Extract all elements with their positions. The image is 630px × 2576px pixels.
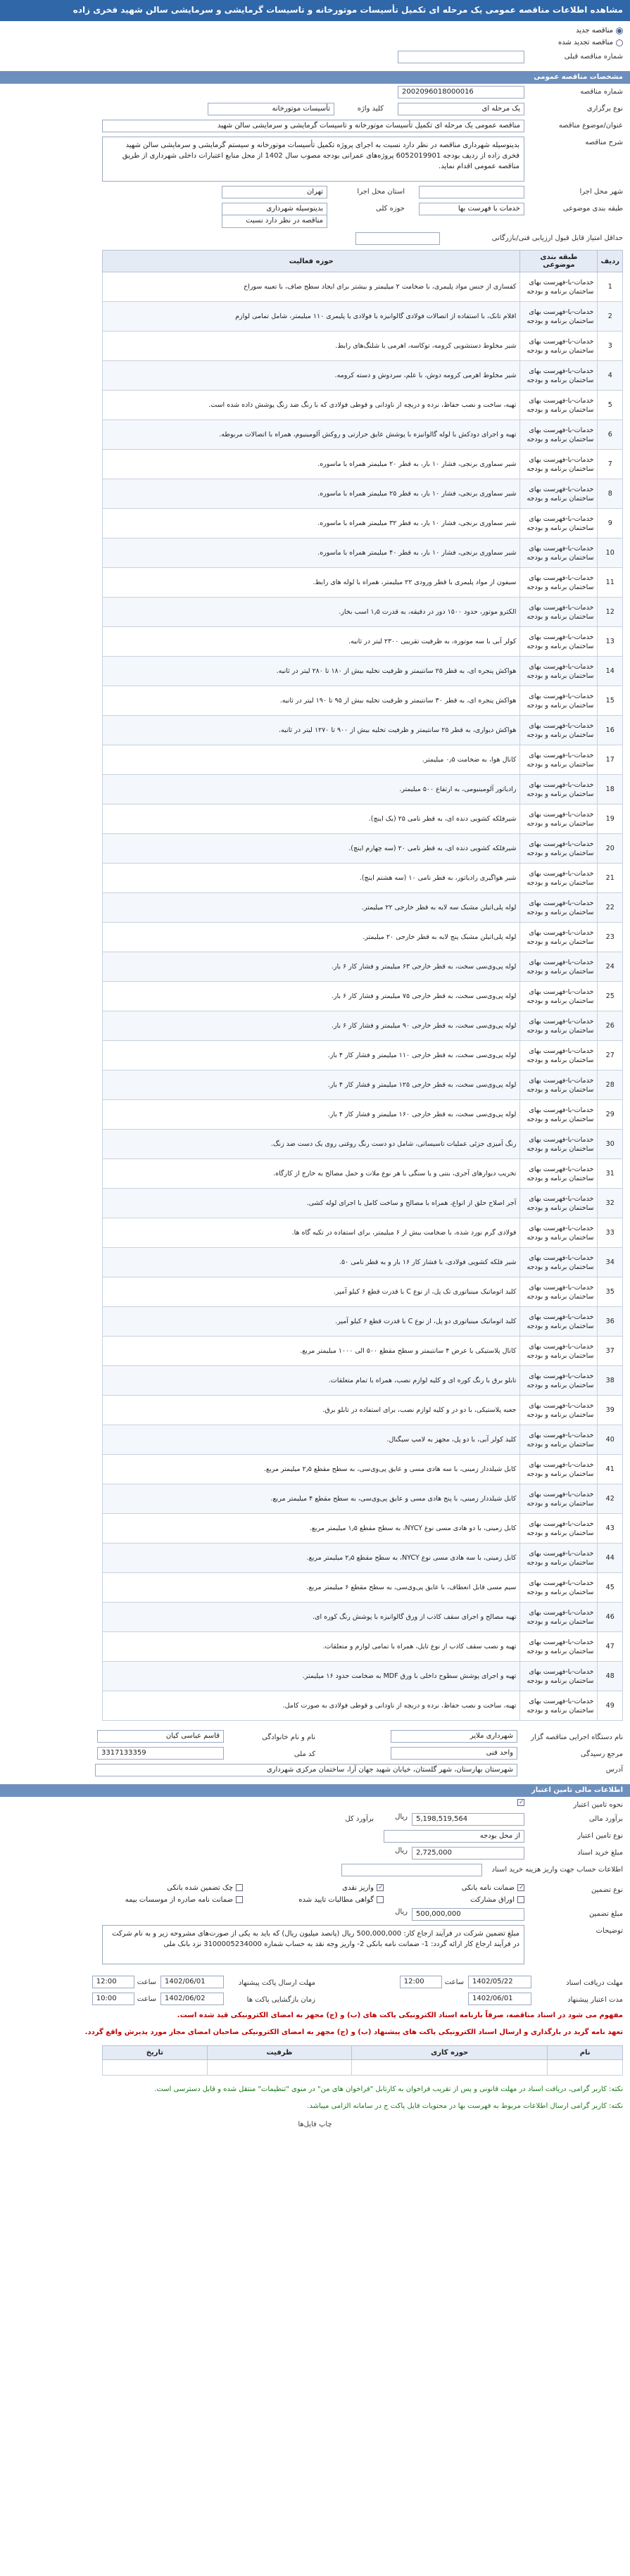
guarantee-option[interactable] bbox=[243, 1884, 384, 1892]
activity-category-cell: خدمات-با-فهرست بهای ساختمان برنامه و بودجه bbox=[520, 420, 598, 450]
activity-row-number: 27 bbox=[598, 1041, 623, 1071]
min-score-row: حداقل امتیاز قابل قبول ارزیابی فنی/بازرگانی bbox=[0, 230, 630, 247]
subject-field[interactable]: مناقصه عمومی یک مرحله ای تکمیل تأسیسات موتورخانه و تاسیسات گرمایشی و سرمایشی سالن شهید bbox=[102, 120, 524, 132]
table-row bbox=[103, 1307, 623, 1337]
activity-category-cell: خدمات-با-فهرست بهای ساختمان برنامه و بودجه bbox=[520, 1248, 598, 1277]
address-row: آدرس شهرستان بهارستان، شهر گلستان، خیابان شهید جهان آرا، ساختمان مرکزی شهرداری bbox=[0, 1762, 630, 1779]
checkbox[interactable] bbox=[517, 1896, 524, 1903]
previous-tender-label: شماره مناقصه قبلی bbox=[564, 53, 623, 61]
activity-area-cell: شیر مخلوط اهرمی کرومه دوش، با علم، سردوش و دسته کرومه. bbox=[103, 361, 520, 391]
receive-date-field[interactable]: 1402/06/01 bbox=[160, 1976, 224, 1988]
validity-date-field[interactable]: 1402/06/01 bbox=[468, 1993, 531, 2005]
green-note: نکته: کاربر گرامی، دریافت اسناد در مهلت قانونی و پس از تقریب فراخوان به کارتابل "فراخوان های من" در منوی "تنظیمات" منتقل شده و قابل دسترسی است. bbox=[154, 2085, 623, 2093]
activity-category-cell: خدمات-با-فهرست بهای ساختمان برنامه و بودجه bbox=[520, 923, 598, 952]
table-row bbox=[103, 1159, 623, 1189]
activity-area-cell: جعبه پلاستیکی، با دو در و کلیه لوازم نصب، برای استفاده در تابلو برق. bbox=[103, 1396, 520, 1425]
table-row bbox=[103, 952, 623, 982]
activity-area-cell: شیر سماوری برنجی، فشار ۱۰ بار، به قطر ۲۵ میلیمتر همراه با ماسوره. bbox=[103, 479, 520, 509]
guarantee-type-row: نوع تضمین ✓ضمانت نامه بانکی ✓واریز نقدی چک تضمین شده بانکی اوراق مشارکت گواهی مطالبات تایید شده ضمانت نامه صادره از موسسات بیمه bbox=[0, 1879, 630, 1906]
table-row bbox=[103, 745, 623, 775]
activity-area-cell: شیر هواگیری رادیاتور، به قطر نامی ۱۰ (سه هشتم اینچ). bbox=[103, 864, 520, 893]
activity-category-cell: خدمات-با-فهرست بهای ساختمان برنامه و بودجه bbox=[520, 479, 598, 509]
activity-area-cell: شیر سماوری برنجی، فشار ۱۰ بار، به قطر ۴۰ میلیمتر همراه با ماسوره. bbox=[103, 538, 520, 568]
currency-label: ریال bbox=[395, 1847, 408, 1855]
guarantee-option-label: چک تضمین شده بانکی bbox=[167, 1884, 233, 1892]
guarantee-option[interactable] bbox=[243, 1896, 384, 1904]
table-row bbox=[103, 1632, 623, 1662]
col-area-header: حوزه فعالیت bbox=[103, 251, 520, 272]
activity-area-cell: تابلو برق با رنگ کوره ای و کلیه لوازم نصب، همراه با تمام متعلقات. bbox=[103, 1366, 520, 1396]
activity-row-number: 13 bbox=[598, 627, 623, 657]
activity-area-cell: لوله پی‌وی‌سی سخت، به قطر خارجی ۱۲۵ میلیمتر و فشار کار ۴ بار. bbox=[103, 1071, 520, 1100]
table-row bbox=[103, 598, 623, 627]
activity-row-number: 41 bbox=[598, 1455, 623, 1484]
activity-category-cell: خدمات-با-فهرست بهای ساختمان برنامه و بودجه bbox=[520, 1218, 598, 1248]
activity-area-cell: تهیه مصالح و اجرای سقف کاذب از ورق گالوانیزه با پوشش رنگ کوره ای. bbox=[103, 1603, 520, 1632]
activity-category-cell: خدمات-با-فهرست بهای ساختمان برنامه و بودجه bbox=[520, 1277, 598, 1307]
activity-area-cell: هواکش پنجره ای، به قطر ۲۵ سانتیمتر و ظرفیت تخلیه بیش از ۱۸۰ تا ۲۸۰ لیتر در ثانیه. bbox=[103, 657, 520, 686]
holding-type-select[interactable]: یک مرحله ای bbox=[398, 103, 524, 115]
activity-row-number: 47 bbox=[598, 1632, 623, 1662]
table-row bbox=[103, 1189, 623, 1218]
print-link[interactable]: چاپ فایل‌ها bbox=[298, 2121, 332, 2128]
activity-row-number: 16 bbox=[598, 716, 623, 745]
guarantee-option-label: اوراق مشارکت bbox=[470, 1896, 515, 1904]
activity-area-cell: لوله پلی‌اتیلن مشبک سه لایه به قطر خارجی ۲۲ میلیمتر. bbox=[103, 893, 520, 923]
activity-row-number: 14 bbox=[598, 657, 623, 686]
activity-row-number: 26 bbox=[598, 1011, 623, 1041]
activity-row-number: 32 bbox=[598, 1189, 623, 1218]
activity-category-cell: خدمات-با-فهرست بهای ساختمان برنامه و بودجه bbox=[520, 1071, 598, 1100]
activity-row-number: 21 bbox=[598, 864, 623, 893]
table-row bbox=[103, 450, 623, 479]
guarantee-option-label: ضمانت نامه صادره از موسسات بیمه bbox=[125, 1896, 233, 1904]
activities-table bbox=[102, 250, 623, 1721]
activity-row-number: 24 bbox=[598, 952, 623, 982]
open-date-field[interactable]: 1402/06/02 bbox=[160, 1993, 224, 2005]
activity-category-cell: خدمات-با-فهرست بهای ساختمان برنامه و بودجه bbox=[520, 538, 598, 568]
activity-area-cell: اقلام تانک، با استفاده از اتصالات فولادی گالوانیزه یا فولادی یا پلیمری ۱۱۰ میلیمتر، شامل تمامی لوازم bbox=[103, 302, 520, 332]
activity-area-cell: رادیاتور آلومینیومی، به ارتفاع ۵۰۰ میلیمتر. bbox=[103, 775, 520, 804]
activity-category-cell: خدمات-با-فهرست بهای ساختمان برنامه و بودجه bbox=[520, 1603, 598, 1632]
activity-row-number: 18 bbox=[598, 775, 623, 804]
estimate-row: برآورد مالی 5,198,519,564 ریال برآورد کل bbox=[0, 1811, 630, 1828]
currency-label: ریال bbox=[395, 1813, 408, 1821]
activity-category-cell: خدمات-با-فهرست بهای ساختمان برنامه و بودجه bbox=[520, 893, 598, 923]
activity-area-cell: لوله پی‌وی‌سی سخت، به قطر خارجی ۱۶۰ میلیمتر و فشار کار ۴ بار. bbox=[103, 1100, 520, 1130]
activity-area-cell: هواکش پنجره ای، به قطر ۳۰ سانتیمتر و ظرفیت تخلیه بیش از ۹۵ تا ۱۹۰ لیتر در ثانیه. bbox=[103, 686, 520, 716]
activity-area-cell: کلید کولر آبی، با دو پل، مجهز به لامپ سیگنال. bbox=[103, 1425, 520, 1455]
checkbox[interactable] bbox=[377, 1896, 384, 1903]
activity-area-cell: کانال پلاستیکی با عرض ۴ سانتیمتر و سطح مقطع ۵۰۰ الی ۱۰۰۰ میلیمتر مربع. bbox=[103, 1337, 520, 1366]
activity-row-number: 20 bbox=[598, 834, 623, 864]
table-row bbox=[103, 420, 623, 450]
tender-status bbox=[0, 21, 630, 37]
activity-category-cell: خدمات-با-فهرست بهای ساختمان برنامه و بودجه bbox=[520, 1337, 598, 1366]
open-time-field[interactable]: 10:00 bbox=[92, 1993, 134, 2005]
activity-row-number: 25 bbox=[598, 982, 623, 1011]
checkbox[interactable] bbox=[236, 1884, 243, 1891]
budget-checkbox[interactable] bbox=[517, 1799, 524, 1806]
activity-category-cell: خدمات-با-فهرست بهای ساختمان برنامه و بودجه bbox=[520, 1573, 598, 1603]
national-id-field[interactable]: 3317133359 bbox=[97, 1747, 224, 1760]
activity-area-cell: کابل زمینی، با سه هادی مسی نوع NYCY، به سطح مقطع ۲٫۵ میلیمتر مربع. bbox=[103, 1543, 520, 1573]
activity-category-cell: خدمات-با-فهرست بهای ساختمان برنامه و بودجه bbox=[520, 272, 598, 302]
activity-area-cell: الکترو موتور، حدود ۱۵۰۰ دور در دقیقه، به قدرت ۱٫۵ اسب بخار. bbox=[103, 598, 520, 627]
activity-category-cell: خدمات-با-فهرست بهای ساختمان برنامه و بودجه bbox=[520, 686, 598, 716]
table-row bbox=[103, 1277, 623, 1307]
table-row bbox=[103, 834, 623, 864]
unit-field[interactable]: واحد فنی bbox=[391, 1747, 517, 1760]
table-row bbox=[103, 538, 623, 568]
activity-area-cell: کلید اتوماتیک مینیاتوری تک پل، از نوع C با قدرت قطع ۶ کیلو آمپر. bbox=[103, 1277, 520, 1307]
radio-dot bbox=[616, 39, 623, 46]
table-row bbox=[103, 1041, 623, 1071]
activities-header-row bbox=[103, 251, 623, 272]
organizer-row-1: نام دستگاه اجرایی مناقصه گزار شهرداری ملایر نام و نام خانوادگی قاسم عباسی کیان bbox=[0, 1728, 630, 1745]
activity-row-number: 22 bbox=[598, 893, 623, 923]
area-item[interactable]: بدینوسیله شهرداری bbox=[222, 203, 327, 215]
activity-area-cell: شیر فلکه کشویی فولادی، با فشار کار ۱۶ بار و به قطر نامی ۵۰. bbox=[103, 1248, 520, 1277]
bank-field[interactable] bbox=[341, 1864, 482, 1876]
notice-text: مفهوم می شود در اسناد مناقصه، صرفاً بارنامه اسناد الکترونیکی پاکت های (ب) و (ج) مجهز به امضای الکترونیکی قید شده است. bbox=[177, 2012, 623, 2019]
dates-row-1: مهلت دریافت اسناد 1402/05/22 ساعت 12:00 مهلت ارسال پاکت پیشنهاد 1402/06/01 ساعت 12:00 bbox=[0, 1974, 630, 1990]
activity-row-number: 46 bbox=[598, 1603, 623, 1632]
table-row bbox=[103, 1455, 623, 1484]
activity-area-cell: هواکش دیواری، به قطر ۲۵ سانتیمتر و ظرفیت تخلیه بیش از ۹۰۰ تا ۱۲۷۰ لیتر در ثانیه. bbox=[103, 716, 520, 745]
description-row: شرح مناقصه بدینوسیله شهرداری مناقصه در نظر دارد نسبت به اجرای پروژه تکمیل تأسیسات موتورخانه و سیستم گرمایشی و سرمایشی سالن شهید فخری زاده از ردیف بودجه 6052019901 پروژه‌های عمرانی بودجه مصوب سال 1402 از محل منابع اعتبارات داخلی شهرداری از طریق مناقصه عمومی اقدام نماید. bbox=[0, 134, 630, 184]
activity-category-cell: خدمات-با-فهرست بهای ساختمان برنامه و بودجه bbox=[520, 1455, 598, 1484]
guarantee-amount-row: مبلغ تضمین 500,000,000 ریال bbox=[0, 1906, 630, 1923]
activity-area-cell: تهیه و اجرای پوشش سطوح داخلی با ورق MDF به ضخامت حدود ۱۶ میلیمتر. bbox=[103, 1662, 520, 1691]
table-row bbox=[103, 479, 623, 509]
holding-type-row: نوع برگزاری یک مرحله ای کلید واژه تأسیسات موتورخانه bbox=[0, 101, 630, 118]
bank-row: اطلاعات حساب جهت واریز هزینه خرید اسناد bbox=[0, 1862, 630, 1879]
description-field[interactable]: بدینوسیله شهرداری مناقصه در نظر دارد نسبت به اجرای پروژه تکمیل تأسیسات موتورخانه و سیستم گرمایشی و سرمایشی سالن شهید فخری زاده از ردیف بودجه 6052019901 پروژه‌های عمرانی بودجه مصوب سال 1402 از محل منابع اعتبارات داخلی شهرداری از طریق مناقصه عمومی اقدام نماید. bbox=[102, 137, 524, 182]
guarantee-option-label: ضمانت نامه بانکی bbox=[461, 1884, 515, 1892]
table-row bbox=[103, 1337, 623, 1366]
table-row bbox=[103, 775, 623, 804]
activity-category-cell: خدمات-با-فهرست بهای ساختمان برنامه و بودجه bbox=[520, 361, 598, 391]
guarantee-desc-field[interactable]: مبلغ تضمین شرکت در فرآیند ارجاع کار: 500,000,000 ریال (پانصد میلیون ریال) که باید به یکی از صورت‌های مشروحه زیر و به نام شرکت در فرآیند ارجاع کار ارائه گردد: 1- ضمانت نامه بانکی 2- واریز وجه نقد به حساب شماره 3100005234000 نزد بانک ملی bbox=[102, 1925, 524, 1964]
activity-category-cell: خدمات-با-فهرست بهای ساختمان برنامه و بودجه bbox=[520, 1130, 598, 1159]
activity-row-number: 40 bbox=[598, 1425, 623, 1455]
activity-category-cell: خدمات-با-فهرست بهای ساختمان برنامه و بودجه bbox=[520, 1543, 598, 1573]
table-row bbox=[103, 1484, 623, 1514]
table-row bbox=[103, 509, 623, 538]
table-row bbox=[103, 893, 623, 923]
activity-category-cell: خدمات-با-فهرست بهای ساختمان برنامه و بودجه bbox=[520, 1307, 598, 1337]
activity-category-cell: خدمات-با-فهرست بهای ساختمان برنامه و بودجه bbox=[520, 804, 598, 834]
table-row bbox=[103, 1100, 623, 1130]
table-row bbox=[103, 686, 623, 716]
activity-row-number: 23 bbox=[598, 923, 623, 952]
activity-area-cell: کابل زمینی، با دو هادی مسی نوع NYCY، به سطح مقطع ۱٫۵ میلیمتر مربع. bbox=[103, 1514, 520, 1543]
activity-row-number: 3 bbox=[598, 332, 623, 361]
budget-note-row: نحوه تامین اعتبار ✓ bbox=[0, 1797, 630, 1811]
table-row bbox=[103, 272, 623, 302]
activity-row-number: 35 bbox=[598, 1277, 623, 1307]
fund-source-field[interactable]: از محل بودجه bbox=[384, 1830, 524, 1843]
activity-category-cell: خدمات-با-فهرست بهای ساختمان برنامه و بودجه bbox=[520, 302, 598, 332]
activity-row-number: 34 bbox=[598, 1248, 623, 1277]
guarantee-desc-row: توضیحات مبلغ تضمین شرکت در فرآیند ارجاع کار: 500,000,000 ریال (پانصد میلیون ریال) که باید به یکی از صورت‌های مشروحه زیر و به نام شرکت در فرآیند ارجاع کار ارائه گردد: 1- ضمانت نامه بانکی 2- واریز وجه نقد به حساب شماره 3100005234000 نزد بانک ملی bbox=[0, 1923, 630, 1966]
area-list bbox=[222, 203, 327, 228]
activity-category-cell: خدمات-با-فهرست بهای ساختمان برنامه و بودجه bbox=[520, 450, 598, 479]
activity-category-cell: خدمات-با-فهرست بهای ساختمان برنامه و بودجه bbox=[520, 1425, 598, 1455]
activity-row-number: 10 bbox=[598, 538, 623, 568]
activity-row-number: 4 bbox=[598, 361, 623, 391]
activity-row-number: 33 bbox=[598, 1218, 623, 1248]
activity-row-number: 17 bbox=[598, 745, 623, 775]
activity-row-number: 37 bbox=[598, 1337, 623, 1366]
activity-area-cell: کابل شیلددار زمینی، با پنج هادی مسی و عایق پی‌وی‌سی، به سطح مقطع ۴ میلیمتر مربع. bbox=[103, 1484, 520, 1514]
activity-category-cell: خدمات-با-فهرست بهای ساختمان برنامه و بودجه bbox=[520, 568, 598, 598]
activity-area-cell: لوله پی‌وی‌سی سخت، به قطر خارجی ۶۳ میلیمتر و فشار کار ۶ بار. bbox=[103, 952, 520, 982]
guarantee-option-label: گواهی مطالبات تایید شده bbox=[298, 1896, 374, 1904]
activity-category-cell: خدمات-با-فهرست بهای ساختمان برنامه و بودجه bbox=[520, 1691, 598, 1721]
table-row bbox=[103, 1573, 623, 1603]
checkbox[interactable] bbox=[517, 1884, 524, 1891]
category-field[interactable]: خدمات با فهرست بها bbox=[419, 203, 524, 215]
tender-status-renewed bbox=[0, 37, 630, 49]
table-row bbox=[103, 657, 623, 686]
activity-category-cell: خدمات-با-فهرست بهای ساختمان برنامه و بودجه bbox=[520, 775, 598, 804]
table-row bbox=[103, 1130, 623, 1159]
guarantee-amount-field[interactable]: 500,000,000 bbox=[412, 1908, 524, 1921]
province-field[interactable]: تهران bbox=[222, 186, 327, 198]
activity-category-cell: خدمات-با-فهرست بهای ساختمان برنامه و بودجه bbox=[520, 1041, 598, 1071]
activity-area-cell: شیر سماوری برنجی، فشار ۱۰ بار، به قطر ۲۰ میلیمتر همراه با ماسوره. bbox=[103, 450, 520, 479]
activity-category-cell: خدمات-با-فهرست بهای ساختمان برنامه و بودجه bbox=[520, 1011, 598, 1041]
activity-area-cell: کابل شیلددار زمینی، با سه هادی مسی و عایق پی‌وی‌سی، به سطح مقطع ۲٫۵ میلیمتر مربع. bbox=[103, 1455, 520, 1484]
estimate-field[interactable]: 5,198,519,564 bbox=[412, 1813, 524, 1826]
activity-category-cell: خدمات-با-فهرست بهای ساختمان برنامه و بودجه bbox=[520, 952, 598, 982]
table-row bbox=[103, 391, 623, 420]
activity-row-number: 30 bbox=[598, 1130, 623, 1159]
activity-area-cell: شیرفلکه کشویی دنده ای، به قطر نامی ۲۵ (یک اینچ). bbox=[103, 804, 520, 834]
activity-area-cell: تهیه، ساخت و نصب حفاظ، نرده و دریچه از ناودانی و قوطی فولادی به صورت کامل. bbox=[103, 1691, 520, 1721]
new-tender-radio[interactable]: مناقصه جدید bbox=[576, 27, 623, 34]
activity-row-number: 38 bbox=[598, 1366, 623, 1396]
activity-area-cell: لوله پلی‌اتیلن مشبک پنج لایه به قطر خارجی ۲۰ میلیمتر. bbox=[103, 923, 520, 952]
activity-category-cell: خدمات-با-فهرست بهای ساختمان برنامه و بودجه bbox=[520, 598, 598, 627]
tender-number-row: شماره مناقصه 2002096018000016 bbox=[0, 84, 630, 101]
area-item[interactable]: مناقصه در نظر دارد نسبت bbox=[222, 215, 327, 228]
activity-category-cell: خدمات-با-فهرست بهای ساختمان برنامه و بودجه bbox=[520, 391, 598, 420]
table-row bbox=[103, 1396, 623, 1425]
table-row bbox=[103, 982, 623, 1011]
table-row bbox=[103, 1543, 623, 1573]
activity-category-cell: خدمات-با-فهرست بهای ساختمان برنامه و بودجه bbox=[520, 332, 598, 361]
previous-tender-field[interactable] bbox=[398, 51, 524, 63]
guarantee-option-label: واریز نقدی bbox=[342, 1884, 374, 1892]
min-score-field[interactable] bbox=[355, 232, 440, 245]
activity-category-cell: خدمات-با-فهرست بهای ساختمان برنامه و بودجه bbox=[520, 657, 598, 686]
page-title: مشاهده اطلاعات مناقصه عمومی یک مرحله ای تکمیل تأسیسات موتورخانه و تاسیسات گرمایشی و سرمایشی سالن شهید فخری زاده bbox=[0, 0, 630, 21]
table-row bbox=[103, 1248, 623, 1277]
activity-category-cell: خدمات-با-فهرست بهای ساختمان برنامه و بودجه bbox=[520, 1100, 598, 1130]
table-row bbox=[103, 716, 623, 745]
city-field[interactable] bbox=[419, 186, 524, 198]
activity-category-cell: خدمات-با-فهرست بهای ساختمان برنامه و بودجه bbox=[520, 1189, 598, 1218]
financial-section-header: اطلاعات مالی تامین اعتبار bbox=[0, 1784, 630, 1797]
activity-row-number: 12 bbox=[598, 598, 623, 627]
activity-area-cell: تهیه و اجرای دودکش با لوله گالوانیزه با پوشش عایق حرارتی و روکش آلومینیوم، همراه با اتصالات مربوطه. bbox=[103, 420, 520, 450]
activity-row-number: 5 bbox=[598, 391, 623, 420]
activity-row-number: 11 bbox=[598, 568, 623, 598]
activity-row-number: 39 bbox=[598, 1396, 623, 1425]
activity-row-number: 15 bbox=[598, 686, 623, 716]
activity-category-cell: خدمات-با-فهرست بهای ساختمان برنامه و بودجه bbox=[520, 509, 598, 538]
table-row bbox=[103, 1011, 623, 1041]
col-row-header: ردیف bbox=[598, 251, 623, 272]
activity-row-number: 44 bbox=[598, 1543, 623, 1573]
table-row bbox=[103, 2060, 623, 2076]
activity-area-cell: تهیه و نصب سقف کاذب از نوع تایل، همراه با تمامی لوازم و متعلقات. bbox=[103, 1632, 520, 1662]
activity-row-number: 6 bbox=[598, 420, 623, 450]
activity-category-cell: خدمات-با-فهرست بهای ساختمان برنامه و بودجه bbox=[520, 864, 598, 893]
activity-row-number: 7 bbox=[598, 450, 623, 479]
activity-row-number: 36 bbox=[598, 1307, 623, 1337]
currency-label: ریال bbox=[395, 1908, 408, 1916]
activity-row-number: 29 bbox=[598, 1100, 623, 1130]
activity-area-cell: کفسازی از جنس مواد پلیمری، با ضخامت ۲ میلیمتر و بیشتر برای ایجاد سطح صاف، با تعبیه سوراخ bbox=[103, 272, 520, 302]
province-row: شهر محل اجرا استان محل اجرا تهران bbox=[0, 184, 630, 201]
activity-area-cell: شیرفلکه کشویی دنده ای، به قطر نامی ۲۰ (سه چهارم اینچ). bbox=[103, 834, 520, 864]
activity-row-number: 49 bbox=[598, 1691, 623, 1721]
activity-area-cell: شیر سماوری برنجی، فشار ۱۰ بار، به قطر ۳۲ میلیمتر همراه با ماسوره. bbox=[103, 509, 520, 538]
activity-category-cell: خدمات-با-فهرست بهای ساختمان برنامه و بودجه bbox=[520, 1484, 598, 1514]
activity-area-cell: آجر اصلاح حلق از انواع، همراه با مصالح و ساخت کامل با اجرای لوله کشی. bbox=[103, 1189, 520, 1218]
category-row: طبقه بندی موضوعی خدمات با فهرست بها حوزه کلی بدینوسیله شهرداری مناقصه در نظر دارد نسبت bbox=[0, 201, 630, 230]
activity-area-cell: کولر آبی با سه موتوره، به ظرفیت تقریبی ۲۳۰۰ لیتر در ثانیه. bbox=[103, 627, 520, 657]
dates-row-2: مدت اعتبار پیشنهاد 1402/06/01 زمان بازگشایی پاکت ها 1402/06/02 ساعت 10:00 bbox=[0, 1990, 630, 2007]
activity-row-number: 2 bbox=[598, 302, 623, 332]
table-row bbox=[103, 1691, 623, 1721]
doc-price-field[interactable]: 2,725,000 bbox=[412, 1847, 524, 1860]
activity-area-cell: کلید اتوماتیک مینیاتوری دو پل، از نوع C با قدرت قطع ۶ کیلو آمپر. bbox=[103, 1307, 520, 1337]
activity-area-cell: تهیه، ساخت و نصب حفاظ، نرده و دریچه از ناودانی و قوطی فولادی که با رنگ ضد زنگ پوشش داده شده است. bbox=[103, 391, 520, 420]
activity-row-number: 42 bbox=[598, 1484, 623, 1514]
activity-category-cell: خدمات-با-فهرست بهای ساختمان برنامه و بودجه bbox=[520, 982, 598, 1011]
activity-area-cell: لوله پی‌وی‌سی سخت، به قطر خارجی ۷۵ میلیمتر و فشار کار ۶ بار. bbox=[103, 982, 520, 1011]
general-section-header: مشخصات مناقصه عمومی bbox=[0, 71, 630, 84]
receive-time-field[interactable]: 12:00 bbox=[92, 1976, 134, 1988]
activity-area-cell: رنگ آمیزی جزئی عملیات تاسیساتی، شامل دو دست رنگ روغنی روی یک دست ضد زنگ. bbox=[103, 1130, 520, 1159]
table-row bbox=[103, 1662, 623, 1691]
activity-category-cell: خدمات-با-فهرست بهای ساختمان برنامه و بودجه bbox=[520, 745, 598, 775]
tender-number-field[interactable]: 2002096018000016 bbox=[398, 86, 524, 99]
table-row bbox=[103, 302, 623, 332]
guarantee-option[interactable] bbox=[102, 1884, 243, 1892]
activity-row-number: 9 bbox=[598, 509, 623, 538]
activity-area-cell: لوله پی‌وی‌سی سخت، به قطر خارجی ۹۰ میلیمتر و فشار کار ۶ بار. bbox=[103, 1011, 520, 1041]
table-row bbox=[103, 361, 623, 391]
activity-category-cell: خدمات-با-فهرست بهای ساختمان برنامه و بودجه bbox=[520, 716, 598, 745]
activity-category-cell: خدمات-با-فهرست بهای ساختمان برنامه و بودجه bbox=[520, 1632, 598, 1662]
activity-category-cell: خدمات-با-فهرست بهای ساختمان برنامه و بودجه bbox=[520, 1514, 598, 1543]
checkbox[interactable] bbox=[236, 1896, 243, 1903]
guarantee-option[interactable] bbox=[102, 1896, 243, 1904]
table-row bbox=[103, 1425, 623, 1455]
green-note: نکته: کاربر گرامی ارسال اطلاعات مربوط به فهرست بها در محتویات فایل پاکت ج در سامانه الزامی میباشد. bbox=[307, 2102, 623, 2110]
notes-table: نام حوزه کاری ظرفیت تاریخ bbox=[102, 2045, 623, 2076]
activity-area-cell: کانال هوا، به ضخامت ۰٫۵ میلیمتر. bbox=[103, 745, 520, 775]
publish-time-field[interactable]: 12:00 bbox=[400, 1976, 442, 1988]
activity-category-cell: خدمات-با-فهرست بهای ساختمان برنامه و بودجه bbox=[520, 834, 598, 864]
col-category-header: طبقه بندی موضوعی bbox=[520, 251, 598, 272]
activity-row-number: 19 bbox=[598, 804, 623, 834]
activity-category-cell: خدمات-با-فهرست بهای ساختمان برنامه و بودجه bbox=[520, 627, 598, 657]
organizer-row-2: مرجع رسیدگی واحد فنی کد ملی 3317133359 bbox=[0, 1745, 630, 1762]
doc-price-row: مبلغ خرید اسناد 2,725,000 ریال bbox=[0, 1845, 630, 1862]
activity-category-cell: خدمات-با-فهرست بهای ساختمان برنامه و بودجه bbox=[520, 1159, 598, 1189]
notice-text: تعهد نامه گزید در بارگذاری و ارسال اسناد الکترونیکی پاکت های پیشنهاد (ب) و (ج) مجهز به امضای الکترونیکی صاحبان امضای مجاز مورد پذیرش واقع گردد. bbox=[84, 2028, 623, 2036]
table-row bbox=[103, 1514, 623, 1543]
publish-date-field[interactable]: 1402/05/22 bbox=[468, 1976, 531, 1988]
activity-row-number: 1 bbox=[598, 272, 623, 302]
org-name-field[interactable]: شهرداری ملایر bbox=[391, 1730, 517, 1743]
activity-row-number: 28 bbox=[598, 1071, 623, 1100]
guarantee-option[interactable] bbox=[384, 1884, 524, 1892]
activity-row-number: 48 bbox=[598, 1662, 623, 1691]
keyword-field[interactable]: تأسیسات موتورخانه bbox=[208, 103, 334, 115]
activity-row-number: 43 bbox=[598, 1514, 623, 1543]
activity-area-cell: شیر مخلوط دستشویی کرومه، توکاسه، اهرمی با شلنگ‌های رابط. bbox=[103, 332, 520, 361]
activity-category-cell: خدمات-با-فهرست بهای ساختمان برنامه و بودجه bbox=[520, 1396, 598, 1425]
table-row bbox=[103, 1366, 623, 1396]
table-row bbox=[103, 627, 623, 657]
table-row bbox=[103, 864, 623, 893]
fund-source-row: نوع تامین اعتبار از محل بودجه bbox=[0, 1828, 630, 1845]
activity-row-number: 31 bbox=[598, 1159, 623, 1189]
table-row bbox=[103, 568, 623, 598]
subject-row: عنوان/موضوع مناقصه مناقصه عمومی یک مرحله ای تکمیل تأسیسات موتورخانه و تاسیسات گرمایشی و سرمایشی سالن شهید bbox=[0, 118, 630, 134]
table-row bbox=[103, 1218, 623, 1248]
table-row bbox=[103, 1071, 623, 1100]
table-row bbox=[103, 1603, 623, 1632]
activity-row-number: 8 bbox=[598, 479, 623, 509]
activity-row-number: 45 bbox=[598, 1573, 623, 1603]
address-field[interactable]: شهرستان بهارستان، شهر گلستان، خیابان شهید جهان آرا، ساختمان مرکزی شهرداری bbox=[95, 1764, 517, 1776]
activity-area-cell: فولادی گرم نورد شده، با ضخامت بیش از ۶ میلیمتر، برای استفاده در تکیه گاه ها. bbox=[103, 1218, 520, 1248]
activity-area-cell: سیفون از مواد پلیمری با قطر ورودی ۲۲ میلیمتر، همراه با لوله های رابط. bbox=[103, 568, 520, 598]
activity-area-cell: سیم مسی قابل انعطاف، با عایق پی‌وی‌سی، به سطح مقطع ۶ میلیمتر مربع. bbox=[103, 1573, 520, 1603]
radio-dot bbox=[616, 27, 623, 34]
checkbox[interactable] bbox=[377, 1884, 384, 1891]
table-row bbox=[103, 804, 623, 834]
activity-category-cell: خدمات-با-فهرست بهای ساختمان برنامه و بودجه bbox=[520, 1366, 598, 1396]
renewed-tender-radio[interactable]: مناقصه تجدید شده bbox=[558, 39, 623, 46]
guarantee-option[interactable] bbox=[384, 1896, 524, 1904]
activity-area-cell: لوله پی‌وی‌سی سخت، به قطر خارجی ۱۱۰ میلیمتر و فشار کار ۴ بار. bbox=[103, 1041, 520, 1071]
activity-category-cell: خدمات-با-فهرست بهای ساختمان برنامه و بودجه bbox=[520, 1662, 598, 1691]
guarantee-type-options bbox=[102, 1884, 524, 1904]
table-row bbox=[103, 332, 623, 361]
contact-name-field[interactable]: قاسم عباسی کیان bbox=[97, 1730, 224, 1743]
activity-area-cell: تخریب دیوارهای آجری، بتنی و یا سنگی با هر نوع ملات و حمل مصالح به خارج از کارگاه. bbox=[103, 1159, 520, 1189]
previous-tender-row bbox=[0, 49, 630, 65]
table-row bbox=[103, 923, 623, 952]
